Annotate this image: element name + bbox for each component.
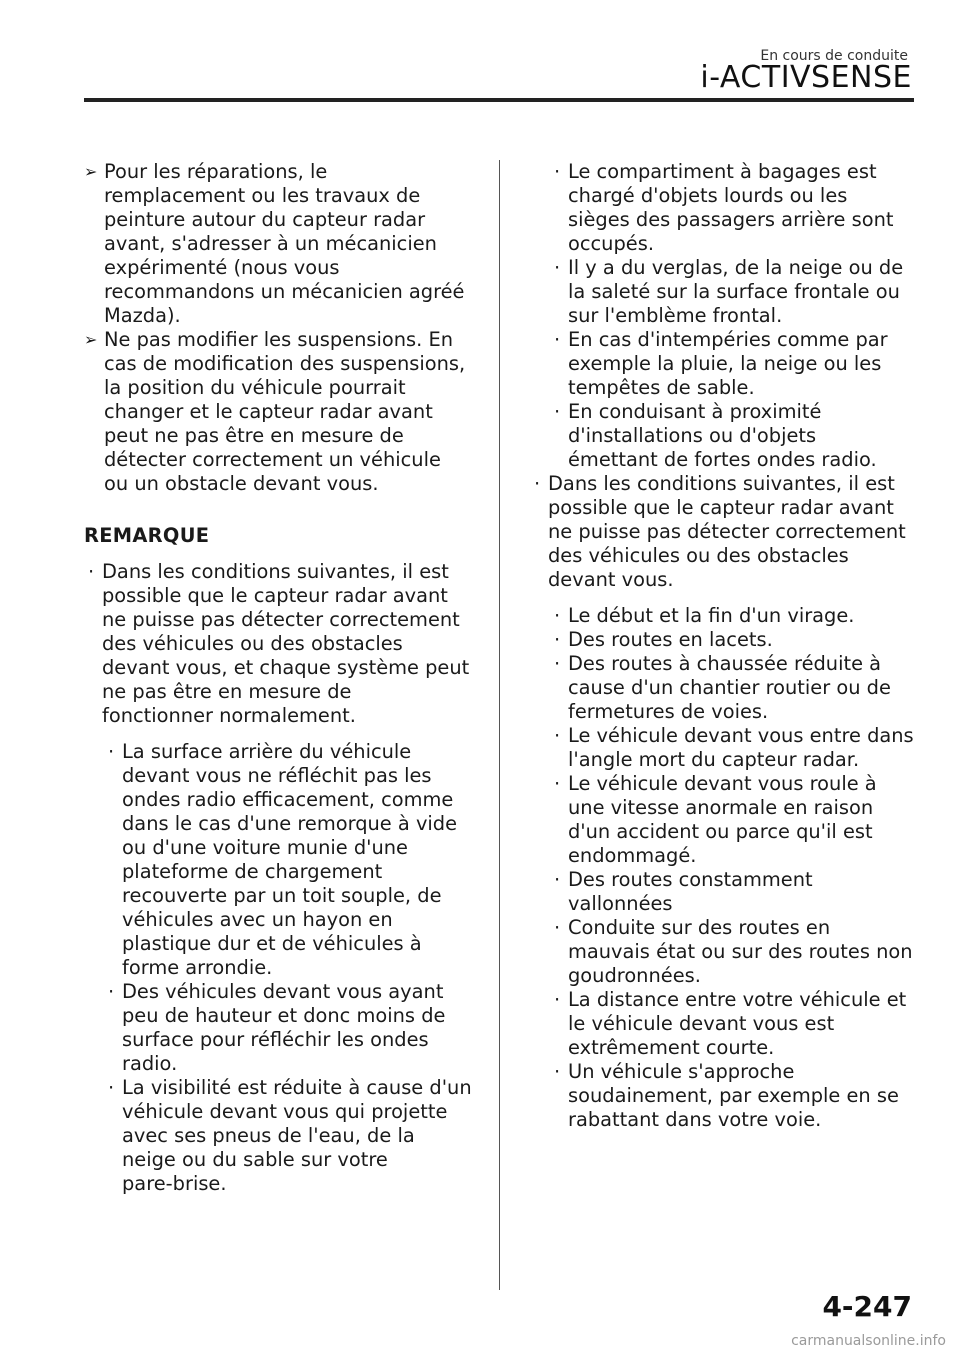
condition-item xyxy=(550,160,920,256)
condition-item-text: En conduisant à proximité d'installations ou d'objets émettant de fortes ondes radio. xyxy=(568,400,877,471)
condition-item-text: Des véhicules devant vous ayant peu de hauteur et donc moins de surface pour réfléchir les ondes radio. xyxy=(122,980,446,1075)
header-section-label: En cours de conduite xyxy=(760,48,908,64)
condition-item-text: Le début et la fin d'un virage. xyxy=(568,604,855,627)
left-column xyxy=(84,160,480,1196)
condition-item xyxy=(550,628,920,652)
dot-bullet-icon: · xyxy=(554,400,561,423)
dot-bullet-icon: · xyxy=(534,472,541,495)
page-number: 4-247 xyxy=(822,1290,912,1323)
remark-item xyxy=(84,560,480,728)
dot-bullet-icon: · xyxy=(554,724,561,747)
dot-bullet-icon: · xyxy=(554,256,561,279)
header-title: i-ACTIVSENSE xyxy=(700,60,912,95)
remark-item xyxy=(530,472,920,592)
condition-item xyxy=(104,1076,480,1196)
condition-item-text: Des routes à chaussée réduite à cause d'un chantier routier ou de fermetures de voies. xyxy=(568,652,891,723)
dot-bullet-icon: · xyxy=(554,916,561,939)
dot-bullet-icon: · xyxy=(108,1076,115,1099)
arrow-bullet-icon: ➢ xyxy=(84,162,98,181)
dot-bullet-icon: · xyxy=(554,628,561,651)
remark-item-text: Dans les conditions suivantes, il est possible que le capteur radar avant ne puisse pas détecter correctement des véhicules ou des obstacles devant vous, et chaque système peut ne pas être en mesure de fonctionner normalement. xyxy=(102,560,470,727)
condition-item xyxy=(550,604,920,628)
condition-item xyxy=(550,868,920,916)
condition-item-text: Il y a du verglas, de la neige ou de la saleté sur la surface frontale ou sur l'emblème frontal. xyxy=(568,256,904,327)
condition-item-text: Conduite sur des routes en mauvais état ou sur des routes non goudronnées. xyxy=(568,916,913,987)
right-column xyxy=(530,160,920,1132)
dot-bullet-icon: · xyxy=(554,604,561,627)
condition-item xyxy=(550,772,920,868)
condition-item-text: En cas d'intempéries comme par exemple la pluie, la neige ou les tempêtes de sable. xyxy=(568,328,888,399)
condition-item xyxy=(550,256,920,328)
condition-item-text: Des routes en lacets. xyxy=(568,628,773,651)
arrow-item-text: Ne pas modifier les suspensions. En cas de modification des suspensions, la position du véhicule pourrait changer et le capteur radar avant peut ne pas être en mesure de détecter correctement un véhicule ou un obstacle devant vous. xyxy=(104,328,466,495)
condition-item xyxy=(104,740,480,980)
column-divider xyxy=(499,160,500,1290)
arrow-item xyxy=(84,328,480,496)
condition-item xyxy=(550,1060,920,1132)
condition-item-text: La distance entre votre véhicule et le véhicule devant vous est extrêmement courte. xyxy=(568,988,907,1059)
dot-bullet-icon: · xyxy=(554,328,561,351)
arrow-item-text: Pour les réparations, le remplacement ou les travaux de peinture autour du capteur radar avant, s'adresser à un mécanicien expérimenté (nous vous recommandons un mécanicien agréé Mazda). xyxy=(104,160,465,327)
condition-item xyxy=(550,724,920,772)
dot-bullet-icon: · xyxy=(108,740,115,763)
header-rule xyxy=(84,98,914,102)
condition-item xyxy=(550,652,920,724)
condition-item xyxy=(550,328,920,400)
remark-item-text: Dans les conditions suivantes, il est possible que le capteur radar avant ne puisse pas détecter correctement des véhicules ou des obstacles devant vous. xyxy=(548,472,906,591)
arrow-item xyxy=(84,160,480,328)
condition-item-text: Le véhicule devant vous entre dans l'angle mort du capteur radar. xyxy=(568,724,914,771)
dot-bullet-icon: · xyxy=(554,868,561,891)
dot-bullet-icon: · xyxy=(554,988,561,1011)
condition-item xyxy=(104,980,480,1076)
dot-bullet-icon: · xyxy=(554,1060,561,1083)
condition-item-text: Le compartiment à bagages est chargé d'objets lourds ou les sièges des passagers arrière sont occupés. xyxy=(568,160,894,255)
condition-item xyxy=(550,988,920,1060)
dot-bullet-icon: · xyxy=(554,652,561,675)
spacer xyxy=(530,592,920,604)
spacer xyxy=(84,728,480,740)
dot-bullet-icon: · xyxy=(88,560,95,583)
dot-bullet-icon: · xyxy=(554,772,561,795)
condition-item-text: La visibilité est réduite à cause d'un véhicule devant vous qui projette avec ses pneus de l'eau, de la neige ou du sable sur votre pare-brise. xyxy=(122,1076,472,1195)
watermark: carmanualsonline.info xyxy=(791,1333,946,1349)
arrow-bullet-icon: ➢ xyxy=(84,330,98,349)
condition-item-text: Des routes constamment vallonnées xyxy=(568,868,813,915)
condition-item-text: Un véhicule s'approche soudainement, par exemple en se rabattant dans votre voie. xyxy=(568,1060,899,1131)
condition-item xyxy=(550,916,920,988)
remark-title: REMARQUE xyxy=(84,524,210,547)
condition-item xyxy=(550,400,920,472)
dot-bullet-icon: · xyxy=(554,160,561,183)
condition-item-text: La surface arrière du véhicule devant vous ne réfléchit pas les ondes radio efficacement, comme dans le cas d'une remorque à vide ou d'une voiture munie d'une plateforme de chargement recouverte par un toit souple, de véhicules avec un hayon en plastique dur et de véhicules à forme arrondie. xyxy=(122,740,458,979)
condition-item-text: Le véhicule devant vous roule à une vitesse anormale en raison d'un accident ou parce qu'il est endommagé. xyxy=(568,772,877,867)
dot-bullet-icon: · xyxy=(108,980,115,1003)
